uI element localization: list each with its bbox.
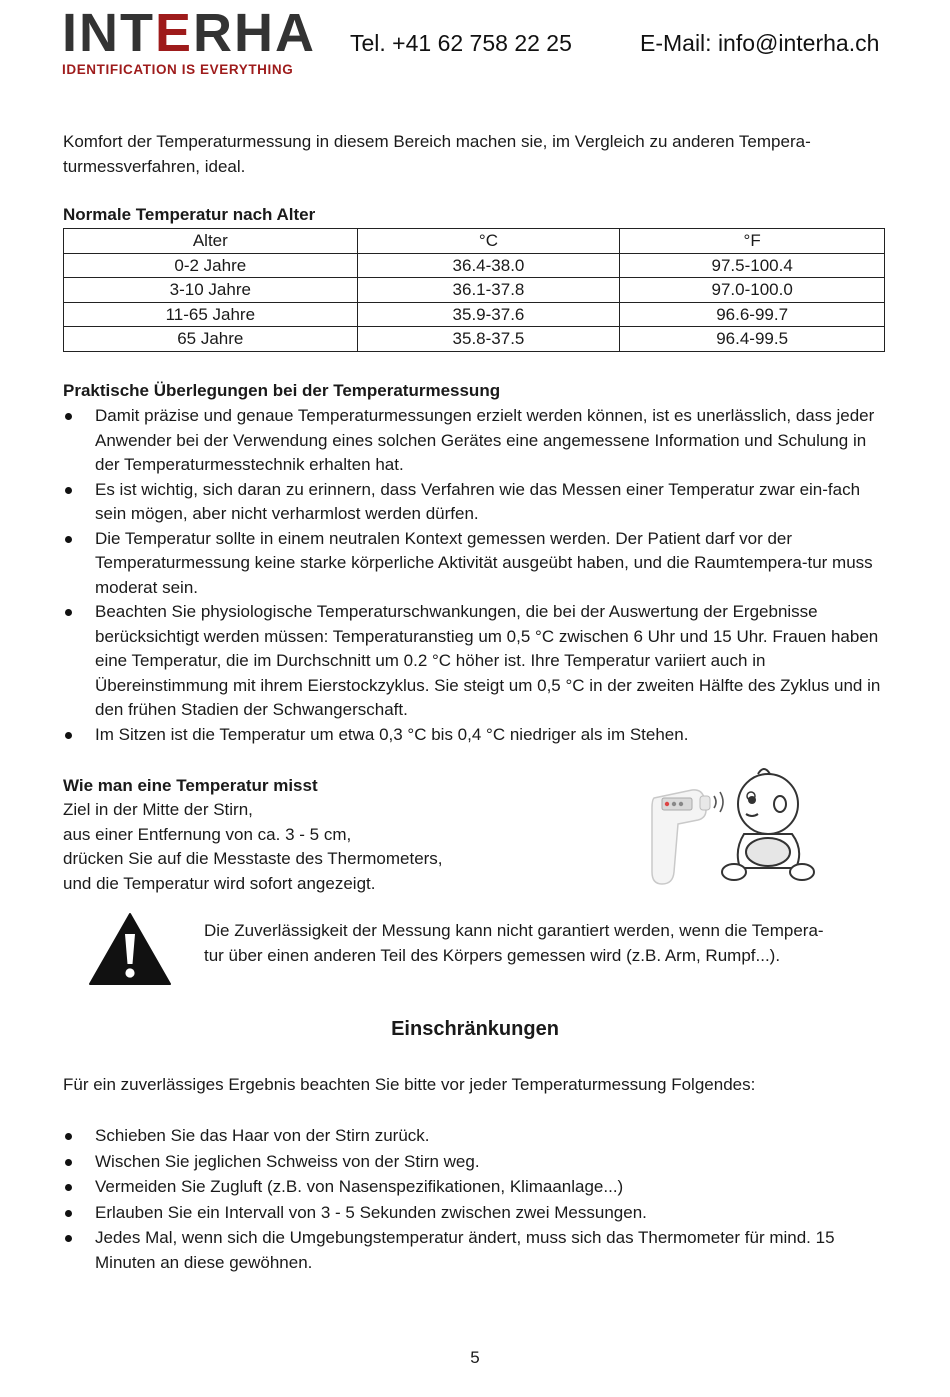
- header-phone: Tel. +41 62 758 22 25: [350, 30, 572, 56]
- howto-line: und die Temperatur wird sofort angezeigt.: [63, 873, 376, 893]
- table-cell: 97.0-100.0: [620, 278, 885, 303]
- list-item-text: Die Temperatur sollte in einem neutralen Kontext gemessen werden. Der Patient darf vor der Temperaturmessung keine starke körperliche Aktivität ausgeübt haben, und die Raumtempera-tur muss moderat sein.: [95, 528, 873, 597]
- table-cell: 11-65 Jahre: [64, 302, 358, 327]
- bullet-icon: [65, 1133, 72, 1140]
- list-item-text: Es ist wichtig, sich daran zu erinnern, dass Verfahren wie das Messen einer Temperatur zwar ein-fach sein mögen, aber nicht verharmlost werden dürfen.: [95, 479, 861, 523]
- logo-text-accent: E: [155, 3, 194, 63]
- table-header-cell: °F: [620, 229, 885, 254]
- header-email: E-Mail: info@interha.ch: [640, 30, 880, 56]
- list-item-text: Wischen Sie jeglichen Schweiss von der Stirn weg.: [95, 1151, 480, 1171]
- list-item: [63, 723, 885, 748]
- table-header-cell: °C: [357, 229, 620, 254]
- section-heading-limitations: Einschränkungen: [391, 1018, 559, 1040]
- practical-list: [63, 404, 885, 747]
- table-cell: 96.6-99.7: [620, 302, 885, 327]
- company-logo: [62, 3, 317, 77]
- table-cell: 36.1-37.8: [357, 278, 620, 303]
- bullet-icon: [65, 487, 72, 494]
- list-item: [63, 600, 885, 723]
- table-cell: 3-10 Jahre: [64, 278, 358, 303]
- list-item-text: Beachten Sie physiologische Temperaturschwankungen, die bei der Auswertung der Ergebnisse berücksichtigt werden müssen: Temperaturanstieg um 0,5 °C zwischen 6 Uhr und 15 Uhr. Frauen haben eine Temperatur, die im Durchschnitt um 0.2 °C höher ist. Ihre Temperatur variiert auch in Übereinstimmung mit ihrem Eierstockzyklus. Sie steigt um 0,5 °C in der zweiten Hälfte des Zyklus und in den frühen Stadien der Schwangerschaft.: [95, 602, 881, 719]
- list-item: [63, 1124, 885, 1149]
- table-row: [64, 278, 885, 303]
- warning-text: Die Zuverlässigkeit der Messung kann nicht garantiert werden, wenn die Tempera- tur über einen anderen Teil des Körpers gemessen wird (z.B. Arm, Rumpf...).: [204, 921, 824, 965]
- table-cell: 65 Jahre: [64, 327, 358, 352]
- table-header-row: [64, 229, 885, 254]
- logo-tagline: IDENTIFICATION IS EVERYTHING: [62, 62, 294, 77]
- howto-line: drücken Sie auf die Messtaste des Thermometers,: [63, 849, 443, 868]
- list-item-text: Jedes Mal, wenn sich die Umgebungstemperatur ändert, muss sich das Thermometer für mind. 15 Minuten an diese gewöhnen.: [95, 1228, 835, 1272]
- logo-text-post: RHA: [193, 3, 317, 63]
- thermometer-baby-illustration: [640, 760, 832, 892]
- list-item-text: Erlauben Sie ein Intervall von 3 - 5 Sekunden zwischen zwei Messungen.: [95, 1202, 647, 1222]
- warning-triangle-icon: [88, 912, 172, 986]
- list-item-text: Damit präzise und genaue Temperaturmessungen erzielt werden können, ist es unerlässlich, dass jeder Anwender bei der Verwendung eines solchen Gerätes eine angemessene Information und Schulung in der Temperaturmesstechnik erhalten hat.: [95, 406, 875, 474]
- list-item: [63, 1175, 885, 1200]
- list-item: [63, 404, 885, 478]
- table-header-cell: Alter: [64, 229, 358, 254]
- table-row: [64, 302, 885, 327]
- logo-wordmark: [62, 3, 317, 63]
- temperature-table: [63, 228, 885, 352]
- list-item-text: Vermeiden Sie Zugluft (z.B. von Nasenspezifikationen, Klimaanlage...): [95, 1177, 624, 1196]
- bullet-icon: [65, 1235, 72, 1242]
- page-number: 5: [470, 1348, 480, 1367]
- list-item: [63, 1150, 885, 1175]
- table-cell: 35.8-37.5: [357, 327, 620, 352]
- bullet-icon: [65, 1210, 72, 1217]
- list-item-text: Schieben Sie das Haar von der Stirn zurück.: [95, 1126, 430, 1145]
- thermometer-icon: [652, 790, 710, 884]
- practical-title: Praktische Überlegungen bei der Temperaturmessung: [63, 381, 501, 400]
- limitations-list: [63, 1124, 885, 1275]
- bullet-icon: [65, 1184, 72, 1191]
- logo-text-pre: INT: [62, 3, 155, 63]
- limitations-intro: Für ein zuverlässiges Ergebnis beachten Sie bitte vor jeder Temperaturmessung Folgendes:: [63, 1075, 756, 1094]
- list-item: [63, 527, 885, 601]
- list-item-text: Im Sitzen ist die Temperatur um etwa 0,3 °C bis 0,4 °C niedriger als im Stehen.: [95, 724, 689, 744]
- table-row: [64, 327, 885, 352]
- table-title: Normale Temperatur nach Alter: [63, 205, 316, 224]
- bullet-icon: [65, 732, 72, 739]
- table-cell: 96.4-99.5: [620, 327, 885, 352]
- list-item: [63, 1226, 885, 1275]
- list-item: [63, 1201, 885, 1226]
- baby-icon: [722, 769, 814, 880]
- bullet-icon: [65, 609, 72, 616]
- table-cell: 97.5-100.4: [620, 253, 885, 278]
- bullet-icon: [65, 536, 72, 543]
- howto-line: Ziel in der Mitte der Stirn,: [63, 800, 253, 819]
- howto-line: aus einer Entfernung von ca. 3 - 5 cm,: [63, 824, 352, 844]
- table-row: [64, 253, 885, 278]
- list-item: [63, 478, 885, 527]
- bullet-icon: [65, 413, 72, 420]
- howto-title: Wie man eine Temperatur misst: [63, 776, 318, 795]
- bullet-icon: [65, 1159, 72, 1166]
- table-cell: 36.4-38.0: [357, 253, 620, 278]
- table-cell: 35.9-37.6: [357, 302, 620, 327]
- intro-paragraph: Komfort der Temperaturmessung in diesem Bereich machen sie, im Vergleich zu anderen Tempera- turmessverfahren, ideal.: [63, 132, 811, 176]
- table-cell: 0-2 Jahre: [64, 253, 358, 278]
